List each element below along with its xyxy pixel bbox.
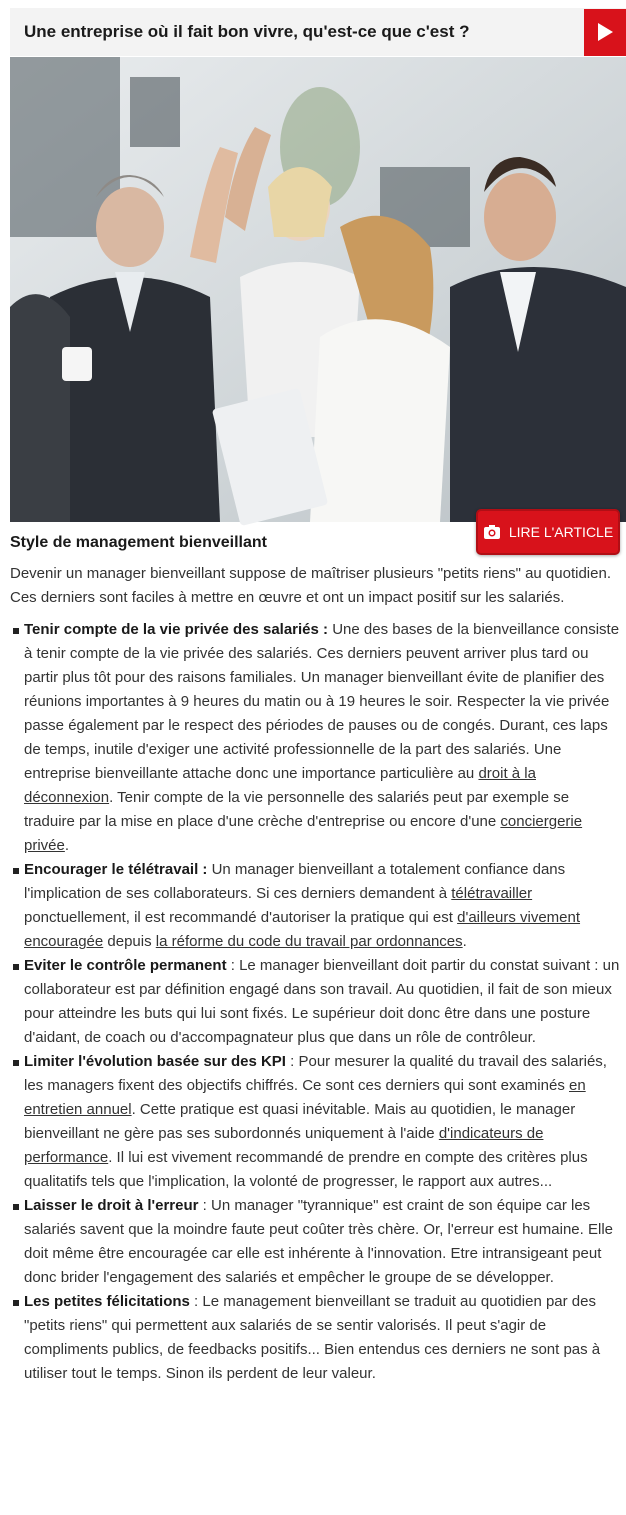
square-bullet-icon [13,628,19,634]
item-text: . [462,933,467,950]
link-teletravailler[interactable]: télétravailler [451,885,533,902]
link-conciergerie[interactable]: conciergerie privée [24,813,583,854]
square-bullet-icon [13,868,19,874]
list-item [10,858,624,954]
item-title: Les petites félicitations [24,1293,190,1310]
tips-list [10,618,624,1386]
item-text: depuis [103,933,156,950]
list-item [10,1050,624,1194]
link-indicateurs[interactable]: d'indicateurs de performance [24,1125,544,1166]
link-droit-deconnexion[interactable]: droit à la déconnexion [24,765,536,806]
square-bullet-icon [13,1300,19,1306]
video-title: Une entreprise où il fait bon vivre, qu'est-ce que c'est ? [24,22,470,41]
item-title: Laisser le droit à l'erreur [24,1197,199,1214]
item-title: Tenir compte de la vie privée des salariés : [24,621,329,638]
list-item [10,954,624,1050]
intro-paragraph: Devenir un manager bienveillant suppose de maîtriser plusieurs "petits riens" au quotidien. Ces derniers sont faciles à mettre en œuvre et ont un impact positif sur les salariés. [10,565,611,606]
article-content [10,532,624,1386]
item-text: . Cette pratique est quasi inévitable. Mais au quotidien, le manager bienveillant ne gère pas ses subordonnés uniquement à l'aide [24,1101,576,1142]
item-text: Un manager bienveillant a totalement confiance dans l'implication de ses collaborateurs. Si ces derniers demandent à [24,861,566,902]
item-title: Eviter le contrôle permanent [24,957,227,974]
play-button[interactable] [584,9,626,56]
item-text: : Un manager "tyrannique" est craint de son équipe car les salariés savent que la moindre faute peut coûter très chère. Or, l'erreur est humaine. Elle doit même être encouragée car elle est inhérente à l'innovation. Etre intransigeant peut donc brider l'engagement des salariés et empêcher le groupe de se développer. [24,1197,613,1286]
list-item [10,1290,624,1386]
link-entretien-annuel[interactable]: en entretien annuel [24,1077,586,1118]
item-text: : Le management bienveillant se traduit au quotidien par des "petits riens" qui permettent aux salariés de se sentir valorisés. Il peut s'agir de compliments publics, de feedbacks positifs... Bien entendus ces derniers ne sont pas à utiliser tout le temps. Sinon ils perdent de leur valeur. [24,1293,601,1382]
item-text: . [64,837,70,854]
item-text: Une des bases de la bienveillance consiste à tenir compte de la vie privée des salariés. Ces derniers peuvent arriver plus tard ou partir plus tôt pour des raisons familiales. Un manager bienveillant évite de planifier des réunions importantes à 9 heures du matin ou à 19 heures le soir. Respecter la vie privée passe également par le respect des périodes de pauses ou de congés. Durant, ces laps de temps, inutile d'exiger une activité professionnelle de la part des salariés. Une entreprise bienveillante attache donc une importance particulière au [24,621,620,782]
item-text: . Tenir compte de la vie personnelle des salariés peut par exemple se traduire par la mise en place d'une crèche d'entreprise ou encore d'une [24,789,570,830]
item-text: : Pour mesurer la qualité du travail des salariés, les managers fixent des objectifs chiffrés. Ce sont ces derniers qui sont examinés [24,1053,607,1094]
link-reforme[interactable]: la réforme du code du travail par ordonnances [155,933,463,950]
item-text: : Le manager bienveillant doit partir du constat suivant : un collaborateur est par définition engagé dans son travail. Au quotidien, il fait de son mieux pour atteindre les buts qui lui sont fixés. Le supérieur doit donc être dans une posture d'aidant, de coach ou d'accompagnateur plus que dans un rôle de contrôleur. [24,957,620,1046]
video-header [10,8,626,56]
play-icon [596,22,614,42]
section-title: Style de management bienveillant [10,534,267,551]
item-text: . Il lui est vivement recommandé de prendre en compte des critères plus qualitatifs tels que l'implication, la volonté de progresser, le rapport aux autres... [24,1149,588,1190]
item-title: Limiter l'évolution basée sur des KPI [24,1053,286,1070]
square-bullet-icon [13,1204,19,1210]
read-article-label: LIRE L'ARTICLE [508,524,614,540]
square-bullet-icon [13,964,19,970]
square-bullet-icon [13,1060,19,1066]
item-text: ponctuellement, il est recommandé d'autoriser la pratique qui est [24,909,458,926]
article-photo[interactable] [10,57,626,540]
link-encouragee[interactable]: d'ailleurs vivement encouragée [24,909,581,950]
list-item [10,618,624,858]
list-item [10,1194,624,1290]
item-title: Encourager le télétravail : [24,861,208,878]
